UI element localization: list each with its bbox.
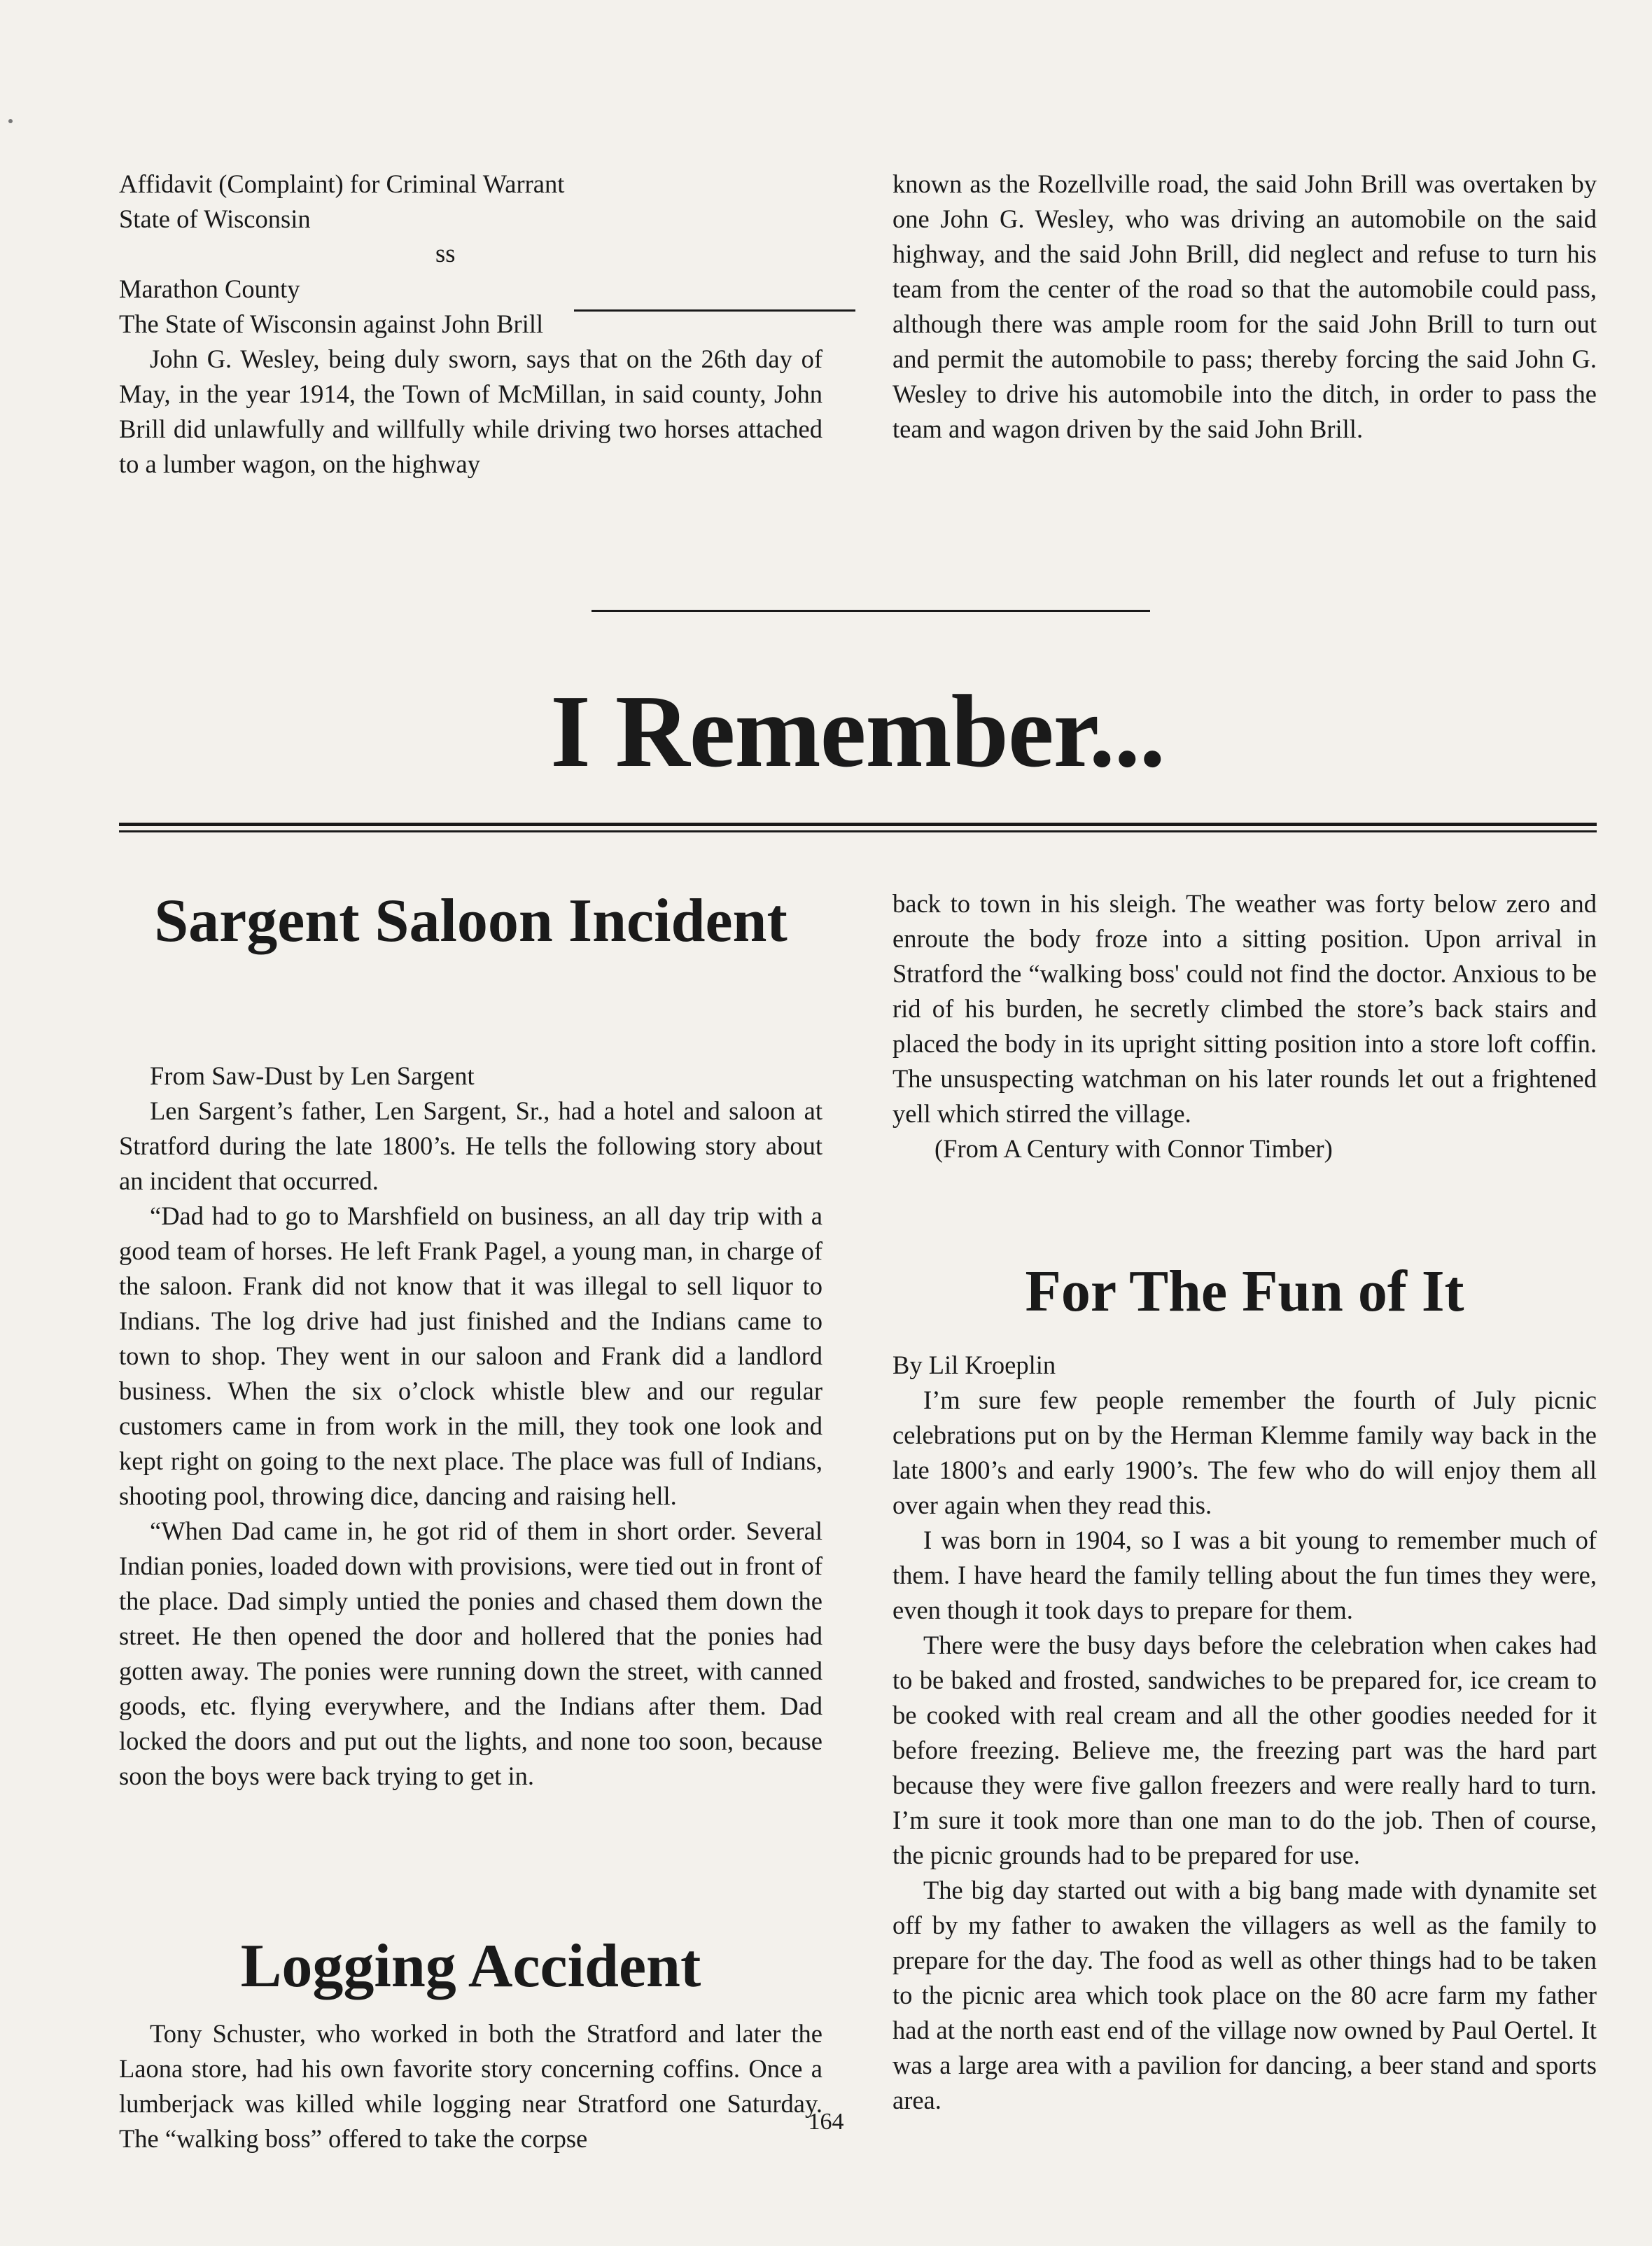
fun-story-column	[892, 1348, 1597, 2118]
fun-byline: By Lil Kroeplin	[892, 1351, 1056, 1379]
logging-story-right	[892, 886, 1597, 1166]
affidavit-state: State of Wisconsin	[119, 204, 311, 233]
fun-paragraph-4: The big day started out with a big bang made with dynamite set off by my father to awaken the villagers as well as the family to prepare for the day. The food as well as other things had to be taken to the picnic area which took place on the 80 acre farm my father had at the north east end of the village now owned by Paul Oertel. It was a large area with a pavilion for dancing, a beer stand and sports area.	[892, 1876, 1597, 2114]
scan-speck	[8, 119, 13, 123]
saloon-story-column	[119, 1059, 822, 1794]
section-divider	[592, 610, 1150, 612]
affidavit-body-left: John G. Wesley, being duly sworn, says that on the 26th day of May, in the year 1914, the Town of McMillan, in said county, John Brill did unlawfully and willfully while driving two horses attached to a lumber wagon, on the highway	[119, 344, 822, 478]
affidavit-case: The State of Wisconsin against John Brill	[119, 309, 544, 338]
affidavit-county: Marathon County	[119, 274, 300, 303]
affidavit-ss: ss	[435, 239, 456, 267]
title-rule-thin	[119, 830, 1597, 832]
logging-paragraph-right: back to town in his sleigh. The weather was forty below zero and enroute the body froze into a sitting position. Upon arrival in Stratford the “walking boss' could not find the doctor. Anxious to be rid of his burden, he secretly climbed the store’s back stairs and placed the body in its upright sitting position into a store loft coffin. The unsuspecting watchman on his later rounds let out a frightened yell which stirred the village.	[892, 889, 1597, 1128]
fun-paragraph-3: There were the busy days before the celebration when cakes had to be baked and frosted, sandwiches to be prepared for, ice cream to be cooked with real cream and all the other goodies needed for it before freezing. Believe me, the freezing part was the hard part because they were five gallon freezers and were really hard to turn. I’m sure it took more than one man to do the job. Then of course, the picnic grounds had to be prepared for use.	[892, 1631, 1597, 1869]
saloon-paragraph-2: “Dad had to go to Marshfield on business, an all day trip with a good team of horses. He left Frank Pagel, a young man, in charge of the saloon. Frank did not know that it was illegal to sell liquor to Indians. The log drive had just finished and the Indians came to town to shop. They went in our saloon and Frank did a landlord business. When the six o’clock whistle blew and our regular customers came in from work in the mill, they took one look and kept right on going to the next place. The place was full of Indians, shooting pool, throwing dice, dancing and raising hell.	[119, 1201, 822, 1510]
saloon-paragraph-3: “When Dad came in, he got rid of them in short order. Several Indian ponies, loaded down with provisions, were tied out in front of the place. Dad simply untied the ponies and chased them down the street. He then opened the door and hollered that the ponies had gotten away. The ponies were running down the street, with canned goods, etc. flying everywhere, and the Indians after them. Dad locked the doors and put out the lights, and none too soon, because soon the boys were back trying to get in.	[119, 1516, 822, 1790]
logging-attribution: (From A Century with Connor Timber)	[934, 1134, 1333, 1163]
affidavit-body-right: known as the Rozellville road, the said John Brill was overtaken by one John G. Wesley, who was driving an automobile on the said highway, and the said John Brill, did neglect and refuse to turn his team from the center of the road so that the automobile could pass, although there was ample room for the said John Brill to turn out and permit the automobile to pass; thereby forcing the said John G. Wesley to drive his automobile into the ditch, in order to pass the team and wagon driven by the said John Brill.	[892, 169, 1597, 443]
affidavit-heading: Affidavit (Complaint) for Criminal Warrant	[119, 169, 565, 198]
logging-story-left	[119, 2016, 822, 2156]
saloon-heading: Sargent Saloon Incident	[154, 887, 788, 955]
logging-heading: Logging Accident	[240, 1932, 701, 2000]
affidavit-blank-rule	[574, 309, 855, 312]
affidavit-left-column	[119, 167, 822, 482]
page-title: I Remember...	[550, 674, 1165, 789]
title-rule-thick	[119, 823, 1597, 826]
logging-paragraph-left: Tony Schuster, who worked in both the Stratford and later the Laona store, had his own favorite story concerning coffins. Once a lumberjack was killed while logging near Stratford one Saturday. The “walking boss” offered to take the corpse	[119, 2019, 822, 2153]
page-number: 164	[808, 2109, 844, 2135]
affidavit-right-column	[892, 167, 1597, 447]
fun-paragraph-2: I was born in 1904, so I was a bit young to remember much of them. I have heard the family telling about the fun times they were, even though it took days to prepare for them.	[892, 1526, 1597, 1624]
saloon-byline: From Saw-Dust by Len Sargent	[150, 1061, 475, 1090]
fun-heading: For The Fun of It	[1025, 1259, 1464, 1324]
saloon-paragraph-1: Len Sargent’s father, Len Sargent, Sr., had a hotel and saloon at Stratford during the late 1800’s. He tells the following story about an incident that occurred.	[119, 1096, 822, 1195]
fun-paragraph-1: I’m sure few people remember the fourth of July picnic celebrations put on by the Herman Klemme family way back in the late 1800’s and early 1900’s. The few who do will enjoy them all over again when they read this.	[892, 1386, 1597, 1519]
